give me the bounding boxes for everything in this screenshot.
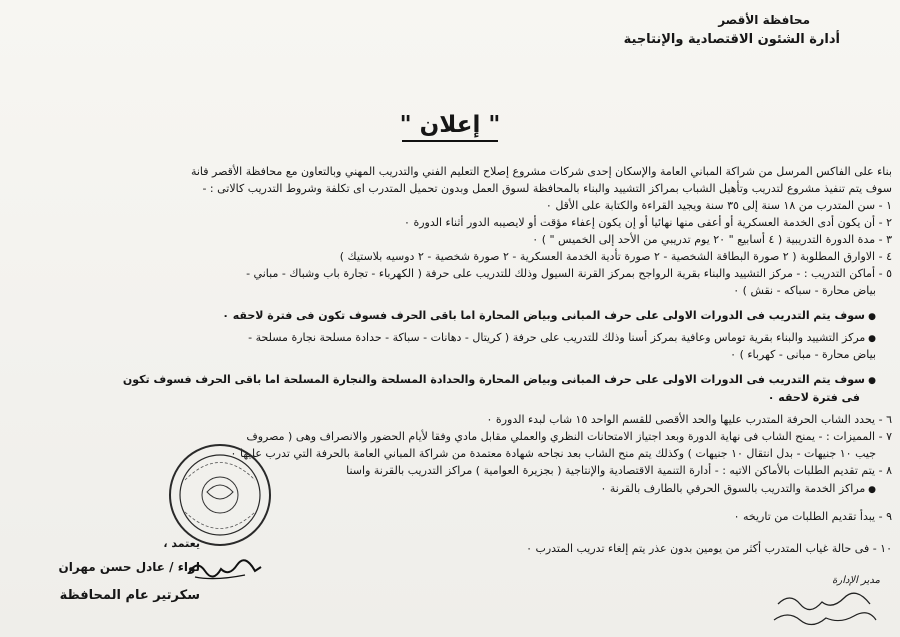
announcement-title: " إعلان " — [380, 112, 520, 138]
note-bullet-2-continued: فى فترة لاحقه ٠ — [767, 391, 860, 404]
official-stamp — [165, 440, 275, 550]
condition-5-continued: بياض محارة - سباكه - نقش ) ٠ — [733, 284, 876, 297]
condition-2: ٢ - أن يكون أدى الخدمة العسكرية أو أعفى منها نهائيا أو إن يكون إعفاء مؤقت أو لايصيبه الدور أثناء الدورة ٠ — [404, 216, 892, 229]
manager-handwritten-signature — [770, 590, 880, 630]
note-bullet-1: ● سوف يتم التدريب فى الدورات الاولى على حرف المبانى وبياض المحارة اما باقى الحرف فسوف تكون فى فترة لاحقه ٠ — [0, 308, 876, 325]
condition-8-location: ● مراكز الخدمة والتدريب بالسوق الحرفي بالطارف بالقرنة ٠ — [0, 481, 876, 498]
signatory-position: سكرتير عام المحافظة — [59, 588, 200, 603]
condition-7: ٧ - المميزات : - يمنح الشاب فى نهاية الدورة وبعد اجتياز الامتحانات النظري والعملي مقابل مادي وفقا لأيام الحضور والانصراف وهى ( مصروف — [246, 430, 892, 443]
condition-1: ١ - سن المتدرب من ١٨ سنة إلى ٣٥ سنة ويجيد القراءة والكتابة على الأقل ٠ — [545, 199, 892, 212]
approval-label: يعتمد ، — [163, 537, 200, 550]
condition-9: ٩ - يبدأ تقديم الطلبات من تاريخه ٠ — [733, 510, 892, 523]
intro-line-2: سوف يتم تنفيذ مشروع لتدريب وتأهيل الشباب بمراكز التشييد والبناء بالمحافظة لسوق العمل وبدون تحميل المتدرب اى تكلفة وشروط التدريب كالاتى : - — [202, 182, 892, 195]
condition-6: ٦ - يحدد الشاب الحرفة المتدرب عليها والحد الأقصى للقسم الواحد ١٥ شاب لبدء الدورة ٠ — [486, 413, 892, 426]
condition-10: ١٠ - فى حالة غياب المتدرب أكثر من يومين بدون عذر يتم إلغاء تدريب المتدرب ٠ — [526, 542, 892, 555]
condition-4: ٤ - الاوارق المطلوبة ( ٢ صورة البطاقة الشخصية - ٢ صورة تأدية الخدمة العسكرية - ٢ صورة شخصية - ٢ دوسيه بلاستيك ) — [339, 250, 892, 263]
letterhead — [624, 10, 840, 50]
condition-7-continued: جيب ١٠ جنيهات - بدل انتقال ١٠ جنيهات ) وكذلك يتم منح الشاب بعد نجاحه شهادة معتمدة من شراكة المباني العامة بالحرفة التي تدرب عليها ٠ — [230, 447, 876, 460]
intro-line-1: بناء على الفاكس المرسل من شراكة المباني العامة والإسكان إحدى شركات مشروع إصلاح التعليم الفني والتدريب المهني وبالتعاون مع محافظة الأقصر فانة — [190, 165, 892, 178]
note-bullet-2: ● سوف يتم التدريب فى الدورات الاولى على حرف المبانى وبياض المحارة والحدادة المسلحة والنجارة المسلحة اما باقى الحرف فسوف تكون — [0, 372, 876, 389]
department-name: أدارة الشئون الاقتصادية والإنتاجية — [623, 32, 840, 47]
condition-8: ٨ - يتم تقديم الطلبات بالأماكن الاتيه : - أدارة التنمية الاقتصادية والإنتاجية ( بجزيرة العوامية ) مراكز التدريب بالقرنة واسنا — [346, 464, 892, 477]
condition-5: ٥ - أماكن التدريب : - مركز التشييد والبناء بقرية الرواجح بمركز القرنة السيول وذلك للتدريب على حرفة ( الكهرباء - تجارة باب وشباك - مباني - — [246, 267, 892, 280]
manager-note: مدير الإدارة — [832, 575, 880, 586]
condition-3: ٣ - مدة الدورة التدريبية ( ٤ أسابيع " ٢٠ يوم تدريبي من الأحد إلى الخميس " ) ٠ — [532, 233, 892, 246]
training-center-esna: ● مركز التشييد والبناء بقرية توماس وعافية بمركز أسنا وذلك للتدريب على حرفة ( كريتال - دهانات - سباكة - حدادة مسلحة نجارة مسلحة - — [0, 330, 876, 347]
governorate-name: محافظة الأقصر — [718, 13, 810, 27]
signatory-name: لواء / عادل حسن مهران — [58, 560, 200, 574]
training-center-esna-continued: بياض محارة - مبانى - كهرباء ) ٠ — [730, 348, 876, 361]
